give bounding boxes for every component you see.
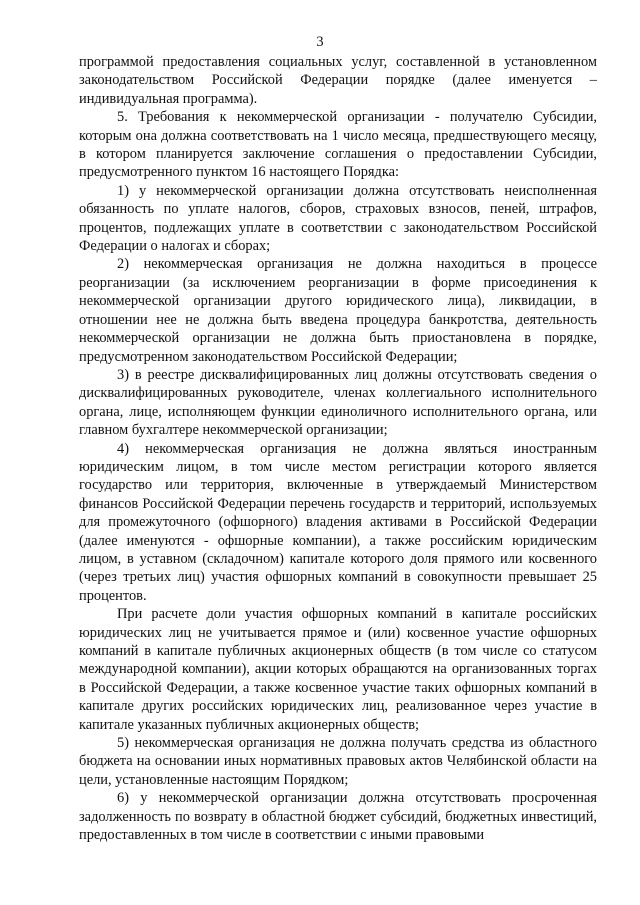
paragraph: 3) в реестре дисквалифицированных лиц должны отсутствовать сведения о дисквалифицированных руководителе, членах коллегиального исполнительного органа, лице, исполняющем функции единоличного исполнительного органа, или главном бухгалтере некоммерческой организации;: [79, 366, 597, 439]
paragraph: 1) у некоммерческой организации должна отсутствовать неисполненная обязанность по уплате налогов, сборов, страховых взносов, пеней, штрафов, процентов, подлежащих уплате в соответствии с законодательством Российской Федерации о налогах и сборах;: [79, 182, 597, 255]
paragraph: программой предоставления социальных услуг, составленной в установленном законодательством Российской Федерации порядке (далее именуется – индивидуальная программа).: [79, 54, 597, 107]
paragraph: 2) некоммерческая организация не должна находиться в процессе реорганизации (за исключением реорганизации в форме присоединения к некоммерческой организации другого юридического лица), ликвидации, в отношении нее не должна быть введена процедура банкротства, деятельность некоммерческой организации не должна быть приостановлена в порядке, предусмотренном законодательством Российской Федерации;: [79, 256, 597, 365]
paragraph: 5. Требования к некоммерческой организации - получателю Субсидии, которым она должна соответствовать на 1 число месяца, предшествующего месяцу, в котором планируется заключение соглашения о предоставлении Субсидии, предусмотренного пунктом 16 настоящего Порядка:: [79, 109, 597, 181]
page-number: 3: [316, 34, 324, 50]
document-body: [79, 53, 597, 844]
paragraph: 6) у некоммерческой организации должна отсутствовать просроченная задолженность по возврату в областной бюджет субсидий, бюджетных инвестиций, предоставленных в том числе в соответствии с иными правовыми: [79, 790, 597, 844]
paragraph: 5) некоммерческая организация не должна получать средства из областного бюджета на основании иных нормативных правовых актов Челябинской области на цели, установленные настоящим Порядком;: [79, 735, 597, 788]
paragraph: При расчете доли участия офшорных компаний в капитале российских юридических лиц не учитывается прямое и (или) косвенное участие офшорных компаний в капитале публичных акционерных обществ (в том числе со статусом международной компании), акции которых обращаются на организованных торгах в Российской Федерации, а также косвенное участие таких офшорных компаний в капитале других российских юридических лиц, реализованное через участие в капитале указанных публичных акционерных обществ;: [79, 606, 597, 733]
paragraph: 4) некоммерческая организация не должна являться иностранным юридическим лицом, в том числе местом регистрации которого является государство или территория, включенные в утверждаемый Министерством финансов Российской Федерации перечень государств и территорий, используемых для промежуточного (офшорного) владения активами в Российской Федерации (далее именуются - офшорные компании), а также российским юридическим лицом, в уставном (складочном) капитале которого доля прямого или косвенного (через третьих лиц) участия офшорных компаний в совокупности превышает 25 процентов.: [79, 440, 597, 604]
